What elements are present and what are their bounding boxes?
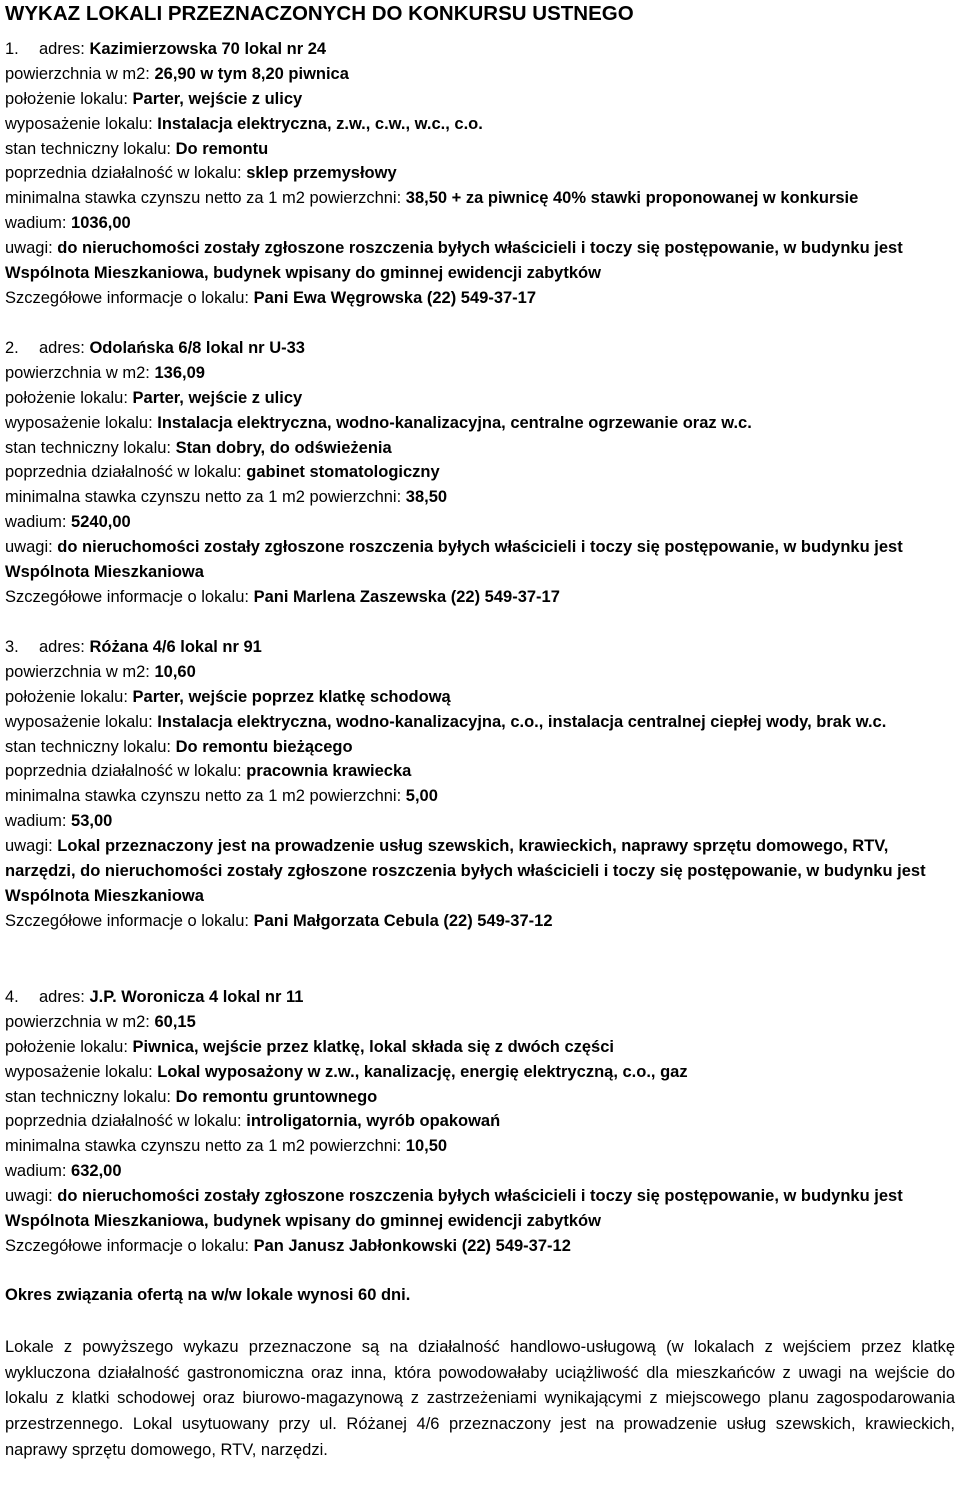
equipment-value: Lokal wyposażony w z.w., kanalizację, energię elektryczną, c.o., gaz [157, 1062, 688, 1081]
listing-3 [5, 635, 955, 934]
equipment-label: wyposażenie lokalu: [5, 712, 153, 731]
listing-deposit [5, 510, 955, 535]
location-value: Piwnica, wejście przez klatkę, lokal składa się z dwóch części [132, 1037, 614, 1056]
listing-1 [5, 37, 955, 311]
location-label: położenie lokalu: [5, 687, 128, 706]
notes-label: uwagi: [5, 239, 53, 258]
listing-contact [5, 585, 955, 610]
document-title: WYKAZ LOKALI PRZEZNACZONYCH DO KONKURSU USTNEGO [5, 2, 634, 25]
listing-area [5, 1010, 955, 1035]
listing-notes [5, 535, 955, 585]
listing-number: 4. [5, 988, 19, 1006]
rent-label: minimalna stawka czynszu netto za 1 m2 powierzchni: [5, 1137, 402, 1156]
listing-2 [5, 336, 955, 610]
area-label: powierzchnia w m2: [5, 64, 150, 83]
previous-use-label: poprzednia działalność w lokalu: [5, 463, 242, 482]
equipment-label: wyposażenie lokalu: [5, 413, 153, 432]
deposit-value: 632,00 [71, 1162, 122, 1181]
contact-value: Pan Janusz Jabłonkowski (22) 549-37-12 [253, 1236, 571, 1255]
listing-deposit [5, 809, 955, 834]
location-label: położenie lokalu: [5, 388, 128, 407]
condition-value: Do remontu bieżącego [175, 737, 353, 756]
deposit-value: 5240,00 [71, 513, 131, 532]
equipment-value: Instalacja elektryczna, wodno-kanalizacyjna, c.o., instalacja centralnej ciepłej wody, brak w.c. [157, 712, 887, 731]
condition-value: Stan dobry, do odświeżenia [175, 438, 392, 457]
listing-number: 2. [5, 339, 19, 357]
deposit-label: wadium: [5, 812, 67, 831]
previous-use-value: sklep przemysłowy [246, 164, 397, 183]
listing-condition [5, 1085, 955, 1110]
contact-value: Pani Ewa Węgrowska (22) 549-37-17 [253, 288, 537, 307]
listing-address [5, 37, 955, 62]
listing-deposit [5, 1159, 955, 1184]
listing-rent [5, 485, 955, 510]
offer-validity-note: Okres związania ofertą na w/w lokale wynosi 60 dni. [5, 1286, 411, 1304]
area-value: 26,90 w tym 8,20 piwnica [154, 64, 349, 83]
listing-condition [5, 137, 955, 162]
deposit-label: wadium: [5, 513, 67, 532]
rent-label: minimalna stawka czynszu netto za 1 m2 powierzchni: [5, 189, 402, 208]
listing-rent [5, 186, 955, 211]
notes-label: uwagi: [5, 1187, 53, 1206]
contact-value: Pani Małgorzata Cebula (22) 549-37-12 [253, 911, 553, 930]
listing-previous-use [5, 1109, 955, 1134]
rent-value: 38,50 [405, 488, 448, 507]
equipment-value: Instalacja elektryczna, z.w., c.w., w.c., c.o. [157, 114, 483, 133]
condition-label: stan techniczny lokalu: [5, 438, 172, 457]
contact-value: Pani Marlena Zaszewska (22) 549-37-17 [253, 587, 560, 606]
listing-notes [5, 1184, 955, 1234]
listing-equipment [5, 112, 955, 137]
notes-value: do nieruchomości zostały zgłoszone roszczenia byłych właścicieli i toczy się postępowanie, w budynku jest Wspólnota Mieszkaniowa, budynek wpisany do gminnej ewidencji zabytków [5, 239, 903, 283]
equipment-label: wyposażenie lokalu: [5, 1062, 153, 1081]
listing-condition [5, 735, 955, 760]
listing-4 [5, 985, 955, 1259]
condition-label: stan techniczny lokalu: [5, 1087, 172, 1106]
location-value: Parter, wejście poprzez klatkę schodową [132, 687, 451, 706]
listing-previous-use [5, 460, 955, 485]
listing-number: 3. [5, 638, 19, 656]
equipment-value: Instalacja elektryczna, wodno-kanalizacyjna, centralne ogrzewanie oraz w.c. [157, 413, 752, 432]
condition-value: Do remontu gruntownego [175, 1087, 378, 1106]
listing-address [5, 336, 955, 361]
address-value: J.P. Woronicza 4 lokal nr 11 [89, 988, 304, 1006]
notes-value: Lokal przeznaczony jest na prowadzenie usług szewskich, krawieckich, naprawy sprzętu domowego, RTV, narzędzi, do nieruchomości zostały zgłoszone roszczenia byłych właścicieli i toczy się postępowanie, w budynku jest Wspólnota Mieszkaniowa [5, 837, 926, 905]
location-value: Parter, wejście z ulicy [132, 388, 303, 407]
listing-equipment [5, 411, 955, 436]
previous-use-value: gabinet stomatologiczny [246, 463, 440, 482]
listing-contact [5, 286, 955, 311]
listing-equipment [5, 1060, 955, 1085]
listing-deposit [5, 211, 955, 236]
listing-equipment [5, 710, 955, 735]
contact-label: Szczegółowe informacje o lokalu: [5, 911, 249, 930]
listing-condition [5, 436, 955, 461]
area-value: 60,15 [154, 1012, 196, 1031]
address-label: adres: [39, 988, 85, 1006]
closing-paragraph: Lokale z powyższego wykazu przeznaczone są na działalność handlowo-usługową (w lokalach z wejściem przez klatkę wykluczona działalność gastronomiczna oraz inna, która powodowałaby uciążliwość dla mieszkańców z uwagi na wejście do lokalu z klatki schodowej oraz biurowo-magazynową z zastrzeżeniami wynikającymi z miejscowego planu zagospodarowania przestrzennego. Lokal usytuowany przy ul. Różanej 4/6 przeznaczony jest na prowadzenie usług szewskich, krawieckich, naprawy sprzętu domowego, RTV, narzędzi. [5, 1338, 955, 1459]
listing-area [5, 62, 955, 87]
listing-location [5, 87, 955, 112]
listing-location [5, 1035, 955, 1060]
equipment-label: wyposażenie lokalu: [5, 114, 153, 133]
listing-rent [5, 784, 955, 809]
rent-label: minimalna stawka czynszu netto za 1 m2 powierzchni: [5, 488, 402, 507]
listing-notes [5, 236, 955, 286]
listing-location [5, 685, 955, 710]
listing-area [5, 361, 955, 386]
rent-value: 10,50 [405, 1137, 448, 1156]
previous-use-label: poprzednia działalność w lokalu: [5, 762, 242, 781]
listing-previous-use [5, 161, 955, 186]
listing-contact [5, 909, 955, 934]
deposit-label: wadium: [5, 1162, 67, 1181]
area-label: powierzchnia w m2: [5, 363, 150, 382]
notes-value: do nieruchomości zostały zgłoszone roszczenia byłych właścicieli i toczy się postępowanie, w budynku jest Wspólnota Mieszkaniowa [5, 538, 903, 582]
address-value: Kazimierzowska 70 lokal nr 24 [89, 40, 327, 58]
listing-notes [5, 834, 955, 909]
previous-use-label: poprzednia działalność w lokalu: [5, 1112, 242, 1131]
deposit-value: 53,00 [71, 812, 113, 831]
rent-value: 5,00 [405, 787, 438, 806]
address-label: adres: [39, 339, 85, 357]
notes-label: uwagi: [5, 538, 53, 557]
condition-label: stan techniczny lokalu: [5, 139, 172, 158]
notes-value: do nieruchomości zostały zgłoszone roszczenia byłych właścicieli i toczy się postępowanie, w budynku jest Wspólnota Mieszkaniowa, budynek wpisany do gminnej ewidencji zabytków [5, 1187, 903, 1231]
condition-value: Do remontu [175, 139, 269, 158]
previous-use-value: introligatornia, wyrób opakowań [246, 1112, 501, 1131]
notes-label: uwagi: [5, 837, 53, 856]
location-value: Parter, wejście z ulicy [132, 89, 303, 108]
address-label: adres: [39, 40, 85, 58]
deposit-label: wadium: [5, 214, 67, 233]
listing-contact [5, 1234, 955, 1259]
listing-address [5, 985, 955, 1010]
listing-area [5, 660, 955, 685]
location-label: położenie lokalu: [5, 1037, 128, 1056]
deposit-value: 1036,00 [71, 214, 131, 233]
contact-label: Szczegółowe informacje o lokalu: [5, 587, 249, 606]
location-label: położenie lokalu: [5, 89, 128, 108]
address-value: Odolańska 6/8 lokal nr U-33 [89, 339, 305, 357]
contact-label: Szczegółowe informacje o lokalu: [5, 1236, 249, 1255]
contact-label: Szczegółowe informacje o lokalu: [5, 288, 249, 307]
listing-number: 1. [5, 40, 19, 58]
area-value: 136,09 [154, 363, 205, 382]
rent-label: minimalna stawka czynszu netto za 1 m2 powierzchni: [5, 787, 402, 806]
condition-label: stan techniczny lokalu: [5, 737, 172, 756]
area-label: powierzchnia w m2: [5, 662, 150, 681]
rent-value: 38,50 + za piwnicę 40% stawki proponowanej w konkursie [405, 189, 859, 208]
previous-use-label: poprzednia działalność w lokalu: [5, 164, 242, 183]
previous-use-value: pracownia krawiecka [246, 762, 412, 781]
listing-address [5, 635, 955, 660]
address-label: adres: [39, 638, 85, 656]
listing-previous-use [5, 759, 955, 784]
listing-rent [5, 1134, 955, 1159]
listing-location [5, 386, 955, 411]
address-value: Różana 4/6 lokal nr 91 [89, 638, 262, 656]
area-value: 10,60 [154, 662, 196, 681]
area-label: powierzchnia w m2: [5, 1012, 150, 1031]
